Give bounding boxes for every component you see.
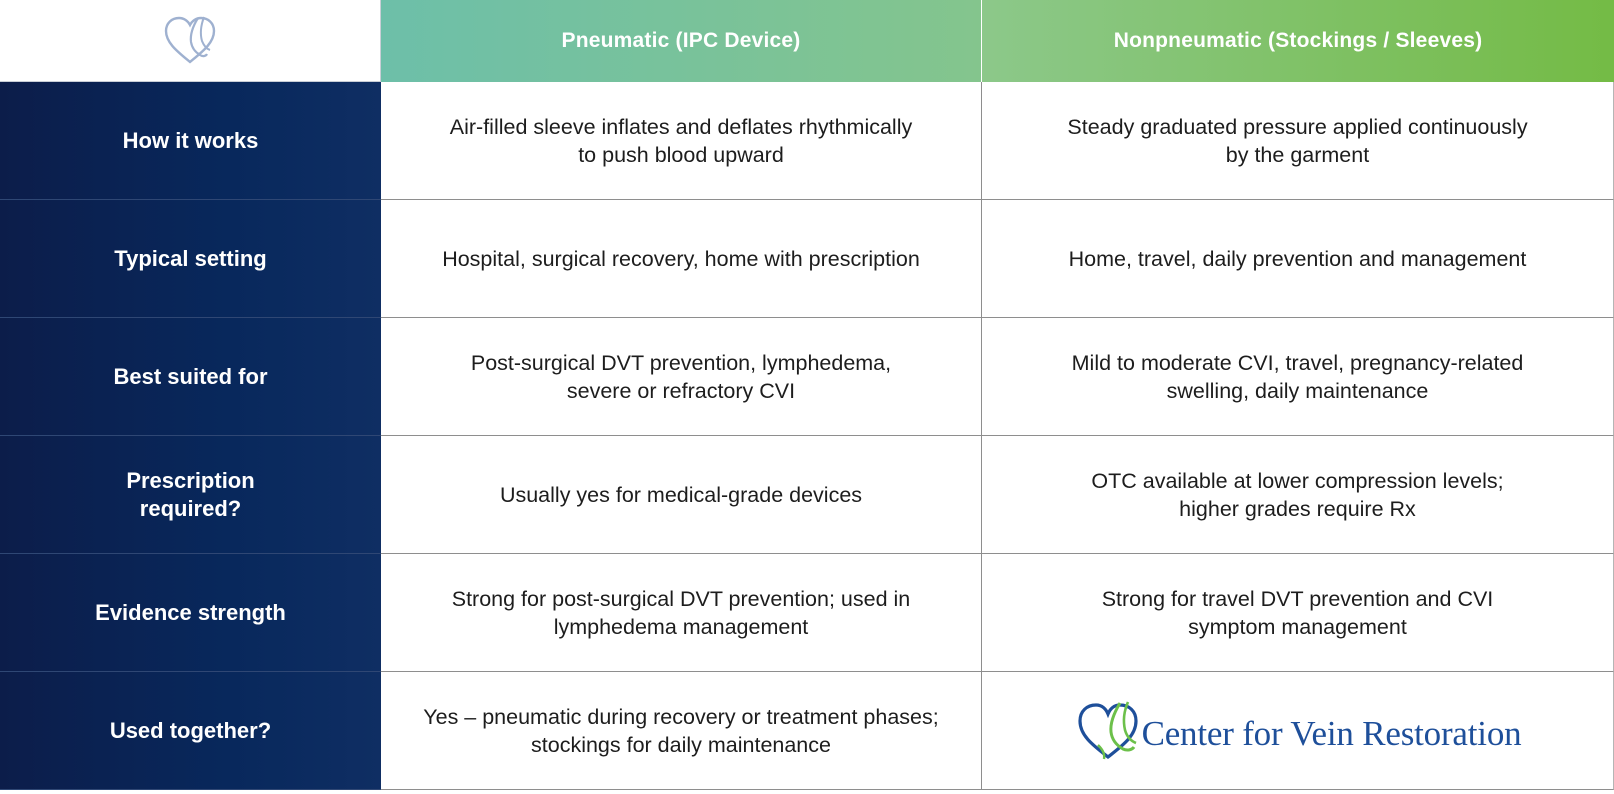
logo-cell — [982, 672, 1614, 790]
cell-nonpneumatic-best-suited-for: Mild to moderate CVI, travel, pregnancy-related swelling, daily maintenance — [982, 318, 1614, 436]
cell-nonpneumatic-prescription: OTC available at lower compression levels; higher grades require Rx — [982, 436, 1614, 554]
corner-logo-cell — [0, 0, 381, 82]
row-label-used-together: Used together? — [0, 672, 381, 790]
row-label-prescription-required: Prescription required? — [0, 436, 381, 554]
cell-pneumatic-evidence: Strong for post-surgical DVT prevention; used in lymphedema management — [381, 554, 982, 672]
row-label-how-it-works: How it works — [0, 82, 381, 200]
cell-pneumatic-used-together: Yes – pneumatic during recovery or treatment phases; stockings for daily maintenance — [381, 672, 982, 790]
cell-pneumatic-how-it-works: Air-filled sleeve inflates and deflates rhythmically to push blood upward — [381, 82, 982, 200]
brand-logo-text: Center for Vein Restoration — [1141, 713, 1522, 753]
cell-nonpneumatic-typical-setting: Home, travel, daily prevention and management — [982, 200, 1614, 318]
heart-leg-icon — [160, 12, 220, 70]
row-label-best-suited-for: Best suited for — [0, 318, 381, 436]
row-label-typical-setting: Typical setting — [0, 200, 381, 318]
header-nonpneumatic: Nonpneumatic (Stockings / Sleeves) — [982, 0, 1614, 82]
cell-pneumatic-prescription: Usually yes for medical-grade devices — [381, 436, 982, 554]
header-pneumatic: Pneumatic (IPC Device) — [381, 0, 982, 82]
heart-leg-icon — [1074, 699, 1148, 763]
row-label-evidence-strength: Evidence strength — [0, 554, 381, 672]
cell-pneumatic-typical-setting: Hospital, surgical recovery, home with prescription — [381, 200, 982, 318]
brand-logo — [1074, 699, 1522, 763]
cell-nonpneumatic-how-it-works: Steady graduated pressure applied continuously by the garment — [982, 82, 1614, 200]
cell-pneumatic-best-suited-for: Post-surgical DVT prevention, lymphedema, severe or refractory CVI — [381, 318, 982, 436]
cell-nonpneumatic-evidence: Strong for travel DVT prevention and CVI symptom management — [982, 554, 1614, 672]
